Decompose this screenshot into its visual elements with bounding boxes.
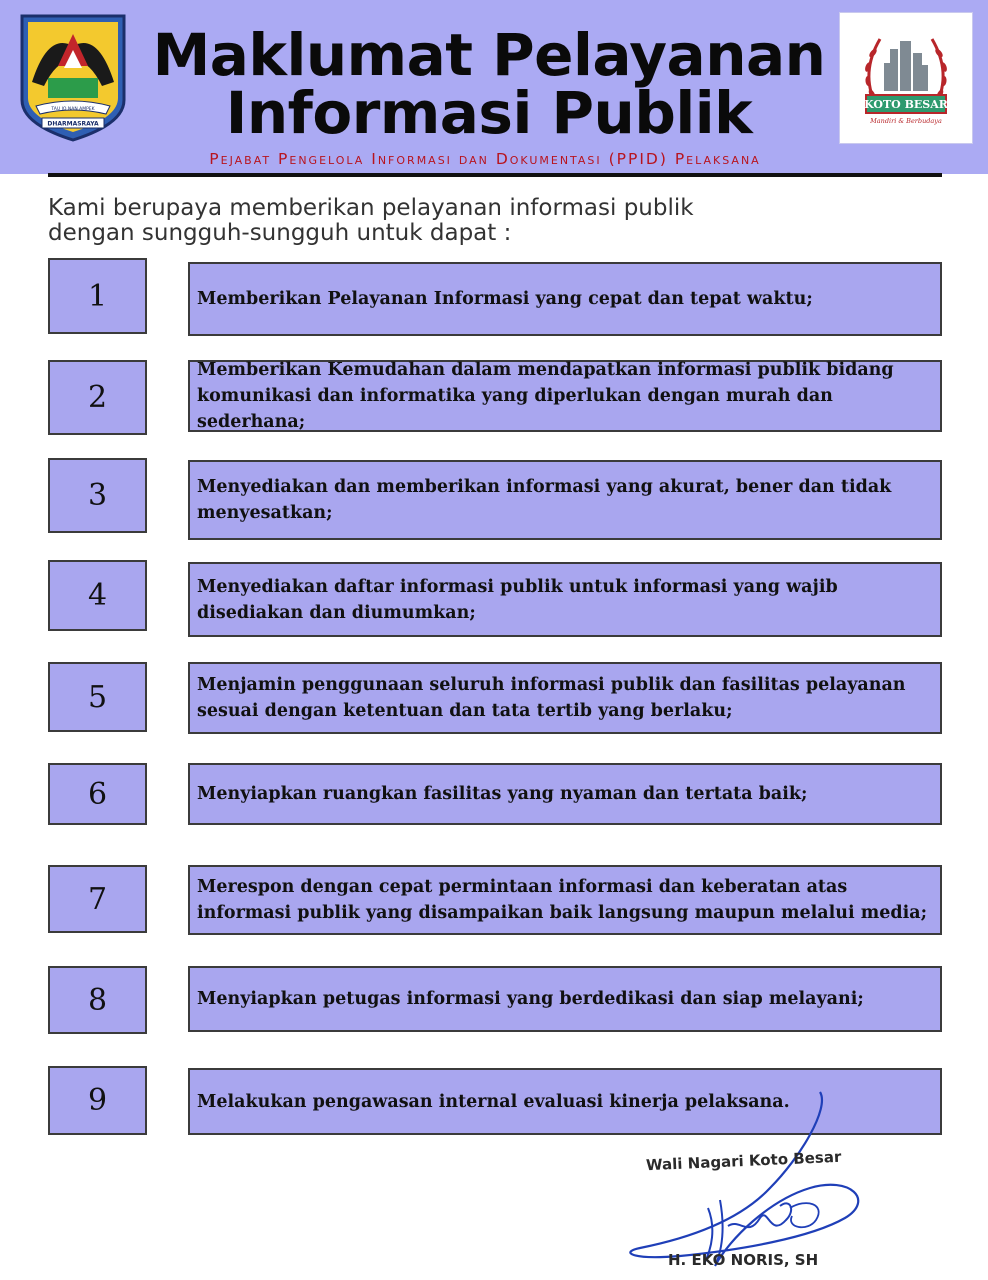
emblem-name: KOTO BESAR bbox=[864, 98, 948, 111]
item-text-box: Memberikan Kemudahan dalam mendapatkan informasi publik bidang komunikasi dan informatika yang diperlukan dengan murah dan sederhana; bbox=[188, 360, 942, 432]
item-number-box: 5 bbox=[48, 662, 147, 732]
item-number-box: 2 bbox=[48, 360, 147, 435]
intro-line-2: dengan sungguh-sungguh untuk dapat : bbox=[48, 220, 512, 246]
item-text-box: Menyiapkan ruangkan fasilitas yang nyaman dan tertata baik; bbox=[188, 763, 942, 825]
page-title bbox=[140, 21, 838, 147]
item-number-box: 1 bbox=[48, 258, 147, 334]
koto-besar-emblem-icon bbox=[840, 13, 972, 143]
item-text-box: Melakukan pengawasan internal evaluasi kinerja pelaksana. bbox=[188, 1068, 942, 1135]
dharmasraya-crest-icon bbox=[18, 12, 128, 142]
title-line-2: Informasi Publik bbox=[225, 79, 753, 147]
crest-motto: TAU JO NAN AMPEK bbox=[51, 107, 95, 112]
item-text-box: Memberikan Pelayanan Informasi yang cepat dan tepat waktu; bbox=[188, 262, 942, 336]
crest-banner: DHARMASRAYA bbox=[47, 120, 99, 128]
title-line-1: Maklumat Pelayanan bbox=[152, 21, 826, 89]
koto-besar-logo bbox=[839, 12, 973, 144]
intro-line-1: Kami berupaya memberikan pelayanan informasi publik bbox=[48, 195, 694, 221]
item-number-box: 7 bbox=[48, 865, 147, 933]
emblem-tagline: Mandiri & Berbudaya bbox=[870, 117, 942, 125]
signatory-title: Wali Nagari Koto Besar bbox=[645, 1147, 842, 1175]
item-number-box: 4 bbox=[48, 560, 147, 631]
item-number-box: 9 bbox=[48, 1066, 147, 1135]
item-number-box: 8 bbox=[48, 966, 147, 1034]
signatory-name: H. EKO NORIS, SH bbox=[668, 1251, 819, 1269]
header-divider bbox=[48, 173, 942, 177]
handwritten-signature-icon bbox=[620, 1088, 870, 1278]
item-text-box: Merespon dengan cepat permintaan informasi dan keberatan atas informasi publik yang disampaikan baik langsung maupun melalui media; bbox=[188, 865, 942, 935]
item-text-box: Menyediakan daftar informasi publik untuk informasi yang wajib disediakan dan diumumkan; bbox=[188, 562, 942, 637]
item-text-box: Menyiapkan petugas informasi yang berdedikasi dan siap melayani; bbox=[188, 966, 942, 1032]
item-number-box: 3 bbox=[48, 458, 147, 533]
item-text-box: Menyediakan dan memberikan informasi yang akurat, bener dan tidak menyesatkan; bbox=[188, 460, 942, 540]
subtitle: Pejabat Pengelola Informasi dan Dokumentasi (PPID) Pelaksana bbox=[209, 150, 761, 168]
intro-text bbox=[48, 196, 828, 246]
header-banner bbox=[0, 0, 988, 174]
item-number-box: 6 bbox=[48, 763, 147, 825]
item-text-box: Menjamin penggunaan seluruh informasi publik dan fasilitas pelayanan sesuai dengan ketentuan dan tata tertib yang berlaku; bbox=[188, 662, 942, 734]
